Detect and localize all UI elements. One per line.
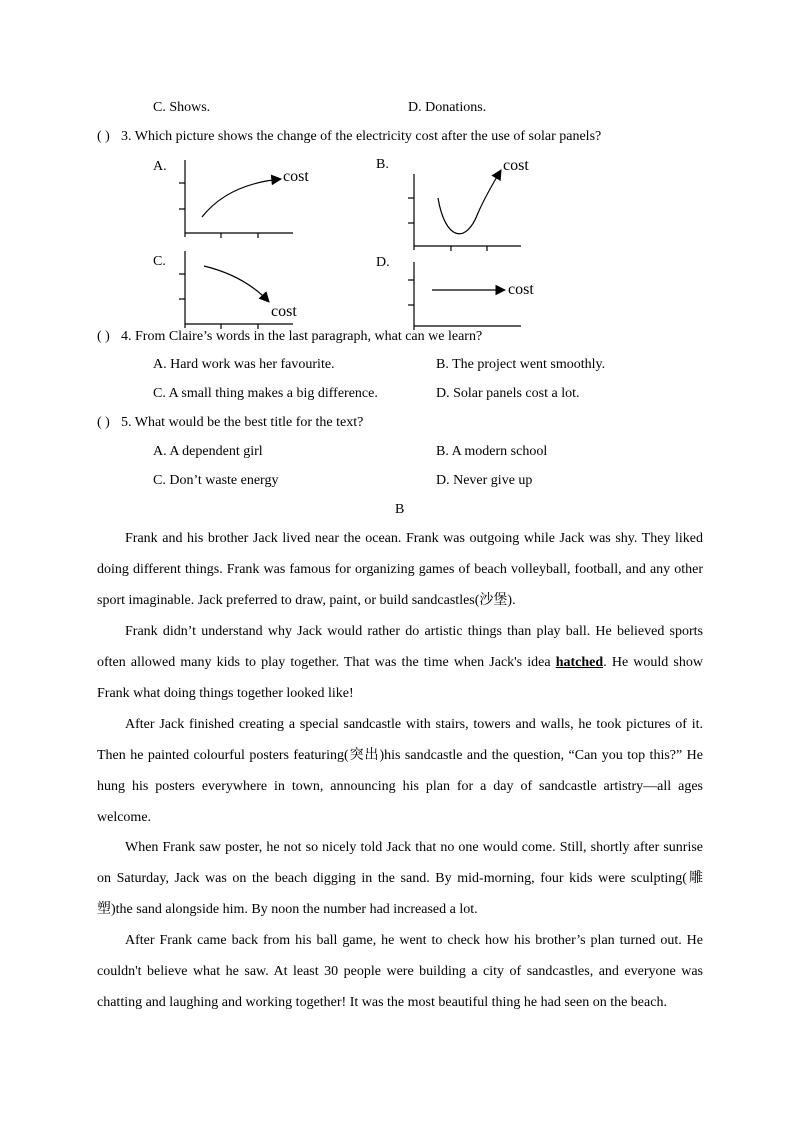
q5-option-b: B. A modern school (436, 444, 548, 459)
q4-option-c: C. A small thing makes a big difference. (153, 386, 378, 401)
q5-option-d: D. Never give up (436, 473, 533, 488)
q4-option-a: A. Hard work was her favourite. (153, 357, 335, 372)
passage-paragraph-5 (97, 925, 703, 1018)
passage-paragraph-3 (97, 709, 703, 833)
q4-paren: ( ) (97, 329, 110, 344)
q5-paren: ( ) (97, 415, 110, 430)
q2-option-d: D. Donations. (408, 100, 487, 115)
q4-option-b: B. The project went smoothly. (436, 357, 606, 372)
section-b-heading: B (395, 502, 405, 517)
q3-paren: ( ) (97, 129, 110, 144)
paragraph-2-text-after: . He would show Frank what doing things together looked like! (97, 655, 703, 701)
q5-question: 5. What would be the best title for the text? (121, 415, 364, 430)
graph-b-cost-label: cost (503, 157, 529, 174)
passage-paragraph-2 (97, 616, 703, 709)
passage-paragraph-1 (97, 523, 703, 616)
paragraph-2-text-before: Frank didn’t understand why Jack would rather do artistic things than play ball. He believed sports often allowed many kids to play together. That was the time when Jack's idea (97, 624, 703, 670)
graph-a-label: A. (153, 159, 167, 174)
paragraph-5-text: After Frank came back from his ball game, he went to check how his brother’s plan turned out. He couldn't believe what he saw. At least 30 people were building a city of sandcastles, and everyone was chatting and laughing and working together! It was the most beautiful thing he had seen on the beach. (97, 933, 703, 1010)
graph-a-cost-label: cost (283, 168, 309, 185)
q2-option-c: C. Shows. (153, 100, 211, 115)
graph-c-label: C. (153, 254, 166, 269)
graph-b-label: B. (376, 157, 389, 172)
q5-option-a: A. A dependent girl (153, 444, 263, 459)
graph-c-cost-label: cost (271, 303, 297, 320)
graph-d-label: D. (376, 255, 390, 270)
hatched-keyword: hatched (555, 655, 604, 670)
paragraph-4-text: When Frank saw poster, he not so nicely told Jack that no one would come. Still, shortly after sunrise on Saturday, Jack was on the beach digging in the sand. By mid-morning, four kids were sculpting(雕塑)the sand alongside him. By noon the number had increased a lot. (97, 840, 703, 917)
q3-graphs (0, 0, 800, 340)
q4-question: 4. From Claire’s words in the last paragraph, what can we learn? (121, 329, 483, 344)
q3-question: 3. Which picture shows the change of the electricity cost after the use of solar panels? (121, 129, 602, 144)
paragraph-1-text: Frank and his brother Jack lived near the ocean. Frank was outgoing while Jack was shy. They liked doing different things. Frank was famous for organizing games of beach volleyball, football, and any other sport imaginable. Jack preferred to draw, paint, or build sandcastles(沙堡). (97, 531, 703, 608)
graph-d (408, 262, 521, 330)
graph-a (179, 160, 293, 238)
graph-d-cost-label: cost (508, 281, 534, 298)
q4-option-d: D. Solar panels cost a lot. (436, 386, 580, 401)
paragraph-3-text: After Jack finished creating a special sandcastle with stairs, towers and walls, he took pictures of it. Then he painted colourful posters featuring(突出)his sandcastle and the question, “Can you top this?” He hung his posters everywhere in town, announcing his plan for a day of sandcastle artistry—all ages welcome. (97, 717, 703, 825)
passage-paragraph-4 (97, 832, 703, 925)
q5-option-c: C. Don’t waste energy (153, 473, 279, 488)
graph-b (408, 170, 521, 251)
